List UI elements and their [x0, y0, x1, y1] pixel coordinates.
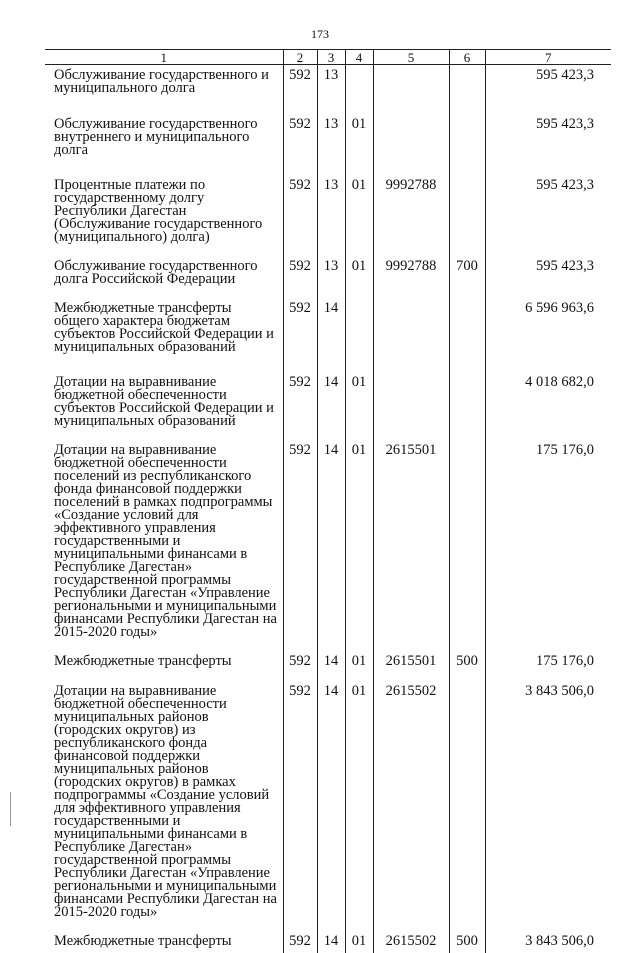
- row-code-4: [345, 302, 373, 376]
- row-code-3: 13: [317, 260, 345, 302]
- table-row: [45, 655, 611, 685]
- row-code-5: 2615502: [373, 685, 449, 935]
- row-code-3: 13: [317, 118, 345, 179]
- row-code-2: 592: [283, 65, 317, 119]
- row-code-6: [449, 376, 485, 444]
- row-code-4: 01: [345, 179, 373, 260]
- row-code-5: [373, 302, 449, 376]
- column-header-3: 3: [317, 50, 345, 65]
- row-code-2: 592: [283, 376, 317, 444]
- row-code-4: 01: [345, 376, 373, 444]
- row-code-6: 500: [449, 655, 485, 685]
- row-name: Межбюджетные трансферты общего характера бюджетам субъектов Российской Федерации и муниципальных образований: [54, 300, 274, 355]
- row-code-6: [449, 118, 485, 179]
- column-header-2: 2: [283, 50, 317, 65]
- row-amount: 175 176,0: [485, 655, 611, 685]
- column-header-5: 5: [373, 50, 449, 65]
- row-code-6: [449, 685, 485, 935]
- row-code-2: 592: [283, 179, 317, 260]
- row-name: Обслуживание государственного внутреннего и муниципального долга: [54, 116, 258, 158]
- table-row: [45, 302, 611, 376]
- row-code-6: [449, 179, 485, 260]
- table-row: [45, 260, 611, 302]
- column-header-1: 1: [45, 50, 283, 65]
- row-code-3: 14: [317, 444, 345, 655]
- row-code-3: 14: [317, 655, 345, 685]
- row-code-4: 01: [345, 444, 373, 655]
- column-header-6: 6: [449, 50, 485, 65]
- row-amount: 3 843 506,0: [485, 685, 611, 935]
- row-code-3: 14: [317, 935, 345, 953]
- row-name: Дотации на выравнивание бюджетной обеспеченности субъектов Российской Федерации и муниципальных образований: [54, 374, 274, 429]
- row-amount: 595 423,3: [485, 118, 611, 179]
- row-code-2: 592: [283, 302, 317, 376]
- budget-table: [45, 49, 611, 953]
- row-code-6: [449, 444, 485, 655]
- row-code-4: 01: [345, 685, 373, 935]
- header-row: [45, 50, 611, 65]
- row-code-3: 13: [317, 179, 345, 260]
- column-header-7: 7: [485, 50, 611, 65]
- row-name: Обслуживание государственного долга Российской Федерации: [54, 258, 258, 287]
- row-code-2: 592: [283, 444, 317, 655]
- row-name: Процентные платежи по государственному долгу Республики Дагестан (Обслуживание государственного (муниципального) долга): [54, 177, 263, 245]
- table-row: [45, 376, 611, 444]
- row-code-6: 700: [449, 260, 485, 302]
- table-row: [45, 179, 611, 260]
- margin-mark: [10, 792, 11, 826]
- page-number: 173: [311, 27, 329, 41]
- row-code-6: [449, 65, 485, 119]
- row-amount: 175 176,0: [485, 444, 611, 655]
- row-code-5: [373, 118, 449, 179]
- row-amount: 595 423,3: [485, 179, 611, 260]
- row-name: Дотации на выравнивание бюджетной обеспеченности поселений из республиканского фонда финансовой поддержки поселений в рамках подпрограммы «Создание условий для эффективного управления государственными и муниципальными финансами в Республике Дагестан» государственной программы Республики Дагестан «Управление региональными и муниципальными финансами Республики Дагестан на 2015-2020 годы»: [54, 442, 277, 640]
- row-code-3: 14: [317, 302, 345, 376]
- row-code-4: 01: [345, 260, 373, 302]
- row-code-5: 9992788: [373, 179, 449, 260]
- table-row: [45, 935, 611, 953]
- row-code-5: [373, 65, 449, 119]
- table-row: [45, 118, 611, 179]
- table-row: [45, 444, 611, 655]
- row-name: Обслуживание государственного и муниципального долга: [54, 67, 269, 96]
- row-code-4: 01: [345, 655, 373, 685]
- table-row: [45, 685, 611, 935]
- row-amount: 6 596 963,6: [485, 302, 611, 376]
- row-code-4: 01: [345, 935, 373, 953]
- row-code-3: 14: [317, 376, 345, 444]
- row-name: Межбюджетные трансферты: [54, 933, 232, 949]
- row-code-4: [345, 65, 373, 119]
- row-amount: 595 423,3: [485, 65, 611, 119]
- row-code-5: 2615501: [373, 655, 449, 685]
- row-code-3: 14: [317, 685, 345, 935]
- row-amount: 3 843 506,0: [485, 935, 611, 953]
- row-code-4: 01: [345, 118, 373, 179]
- row-code-6: 500: [449, 935, 485, 953]
- row-code-5: 2615501: [373, 444, 449, 655]
- row-name: Дотации на выравнивание бюджетной обеспеченности муниципальных районов (городских округов) из республиканского фонда финансовой поддержки муниципальных районов (городских округов) в рамках подпрограммы «Создание условий для эффективного управления государственными и муниципальными финансами в Республике Дагестан» государственной программы Республики Дагестан «Управление региональными и муниципальными финансами Республики Дагестан на 2015-2020 годы»: [54, 683, 277, 920]
- column-header-4: 4: [345, 50, 373, 65]
- row-name: Межбюджетные трансферты: [54, 653, 232, 669]
- row-amount: 4 018 682,0: [485, 376, 611, 444]
- row-code-2: 592: [283, 260, 317, 302]
- row-code-5: 9992788: [373, 260, 449, 302]
- row-code-6: [449, 302, 485, 376]
- row-code-3: 13: [317, 65, 345, 119]
- row-code-2: 592: [283, 118, 317, 179]
- row-amount: 595 423,3: [485, 260, 611, 302]
- row-code-2: 592: [283, 655, 317, 685]
- row-code-5: 2615502: [373, 935, 449, 953]
- row-code-2: 592: [283, 685, 317, 935]
- table-row: [45, 65, 611, 119]
- row-code-2: 592: [283, 935, 317, 953]
- row-code-5: [373, 376, 449, 444]
